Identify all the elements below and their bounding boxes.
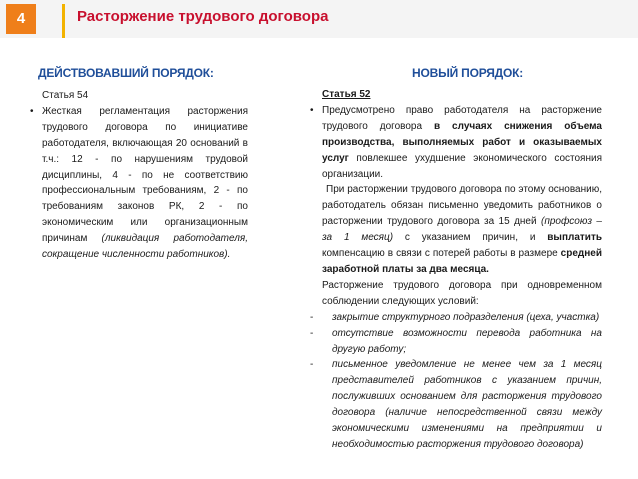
condition-item <box>310 326 602 358</box>
old-procedure-bullet <box>30 104 248 263</box>
old-article-label: Статья 54 <box>42 90 89 101</box>
condition-item <box>310 357 602 452</box>
dash-mark: - <box>310 311 314 323</box>
condition-item <box>310 310 602 326</box>
p2-text-e: компенсацию в связи с потерей работы в размере <box>322 248 561 260</box>
conditions-intro: Расторжение трудового договора при одновременном соблюдении следующих условий: <box>322 279 602 307</box>
p1-text-c: повлекшее ухудшение экономического состояния организации. <box>322 152 602 180</box>
slide-title: Расторжение трудового договора <box>77 8 329 25</box>
p2-text-a: При расторжении трудового договора по этому основанию, работодатель обязан письменно уведомить работников о расторжении трудового договора за 15 дней <box>322 184 602 228</box>
slide-number: 4 <box>6 4 36 34</box>
p2-text-amount: средней заработной платы за два месяца. <box>322 248 602 275</box>
new-article-label: Статья 52 <box>322 89 371 100</box>
dash-mark: - <box>310 327 314 339</box>
p2-text-c: с указанием причин, и <box>393 232 548 244</box>
condition-text: закрытие структурного подразделения (цеха, участка) <box>332 311 600 323</box>
new-procedure-heading: НОВЫЙ ПОРЯДОК: <box>412 66 524 80</box>
header-divider <box>62 4 65 38</box>
dismissal-notice-paragraph <box>310 182 602 277</box>
old-bullet-italic-text: (ликвидация работодателя, сокращение численности работников). <box>42 233 248 261</box>
new-procedure-bullet <box>310 103 602 183</box>
condition-text: отсутствие возможности перевода работника на другую работу; <box>332 327 602 355</box>
p1-text-bold: в случаях снижения объема производства, выполняемых работ и оказываемых услуг <box>322 120 602 164</box>
new-procedure-column <box>310 87 602 453</box>
p1-text-a: Предусмотрено право работодателя на расторжение трудового договора <box>322 104 602 132</box>
dash-mark: - <box>310 359 314 371</box>
old-bullet-text: Жесткая регламентация расторжения трудового договора по инициативе работодателя, включающая 20 оснований в т.ч.: 12 - по нарушениям трудовой дисциплины, 4 - по не соответствию профессиональным требованиям, 2 - по требованиям законов РК, 2 - по экономическим или организационным причинам <box>42 105 248 245</box>
condition-text: письменное уведомление не менее чем за 1 месяц представителей работников с указанием причин, послуживших основанием для расторжения трудового договора (наличие непосредственной связи между экономическими изменениями на предприятии и необходимостью расторжения трудового договора) <box>332 359 602 450</box>
old-procedure-heading: ДЕЙСТВОВАВШИЙ ПОРЯДОК: <box>38 66 214 80</box>
old-procedure-column <box>30 88 248 263</box>
p2-text-union: (профсоюз – за 1 месяц) <box>322 216 602 244</box>
p2-text-pay: выплатить <box>547 232 602 244</box>
slide-header <box>0 0 638 38</box>
